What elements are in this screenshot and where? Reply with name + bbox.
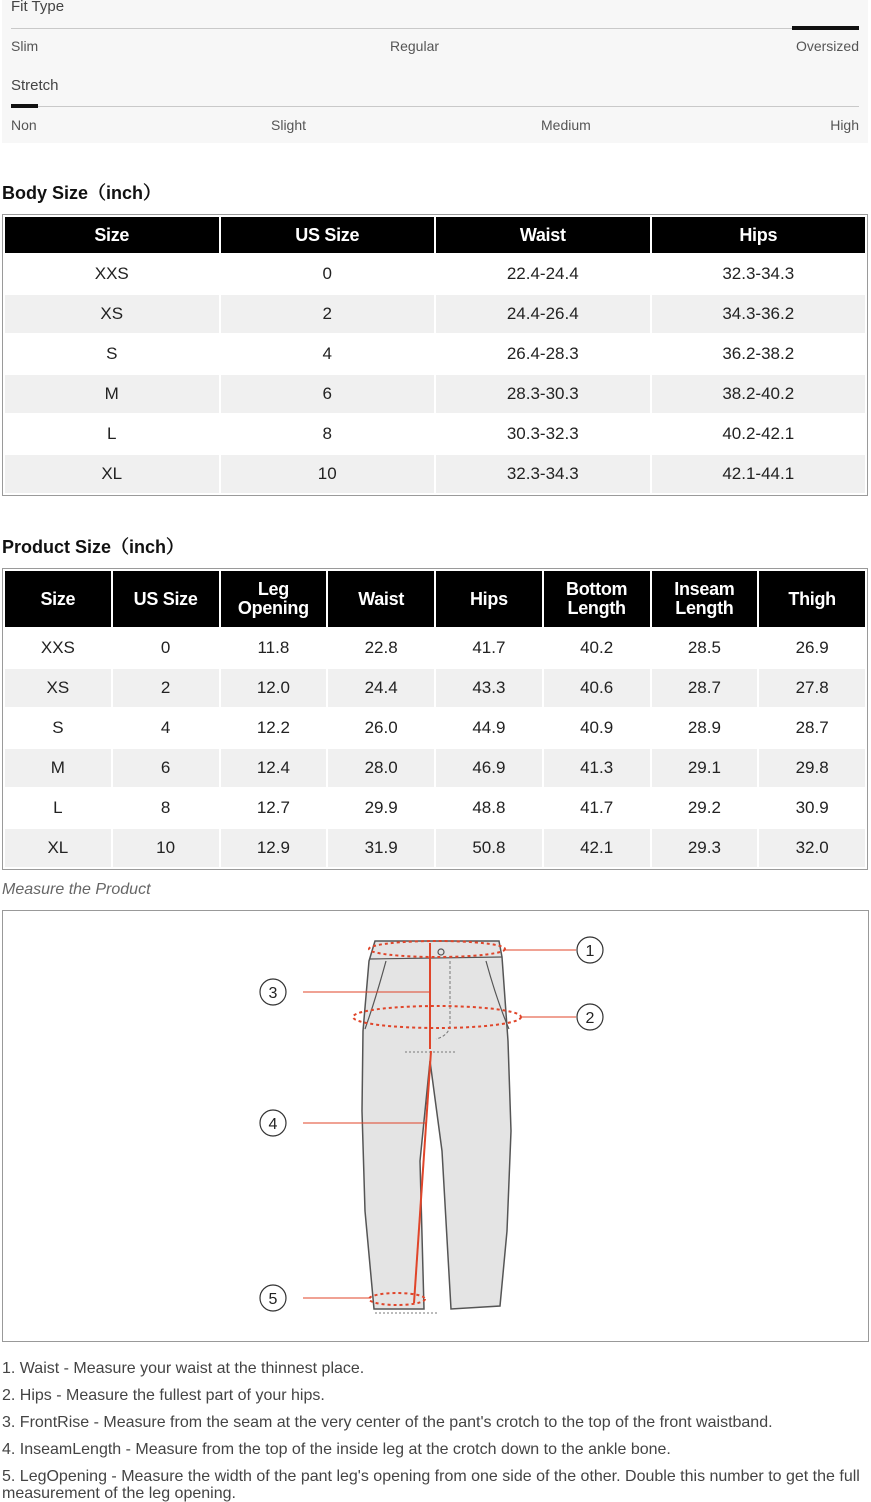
fit-type-label-slim: Slim bbox=[11, 38, 39, 54]
stretch-label-non: Non bbox=[11, 117, 37, 133]
stretch-marker bbox=[11, 104, 38, 108]
callout-3 bbox=[260, 979, 286, 1005]
table-cell: 41.7 bbox=[436, 629, 542, 667]
table-cell: 29.8 bbox=[759, 749, 865, 787]
table-cell: 38.2-40.2 bbox=[652, 375, 866, 413]
table-cell: 26.0 bbox=[328, 709, 434, 747]
table-cell: 29.2 bbox=[652, 789, 758, 827]
table-cell: 41.7 bbox=[544, 789, 650, 827]
note-inseam-length: 4. InseamLength - Measure from the top of the inside leg at the crotch down to the ankle bone. bbox=[2, 1441, 671, 1458]
column-header: Leg Opening bbox=[221, 571, 327, 627]
table-cell: 26.9 bbox=[759, 629, 865, 667]
table-cell: 28.3-30.3 bbox=[436, 375, 650, 413]
table-cell: 41.3 bbox=[544, 749, 650, 787]
fit-type-title: Fit Type bbox=[11, 0, 65, 15]
table-cell: XXS bbox=[5, 255, 219, 293]
table-cell: 6 bbox=[221, 375, 435, 413]
table-row bbox=[5, 669, 865, 707]
table-cell: 29.9 bbox=[328, 789, 434, 827]
body-size-title: Body Size（inch） bbox=[2, 183, 162, 203]
table-cell: 44.9 bbox=[436, 709, 542, 747]
table-cell: 22.8 bbox=[328, 629, 434, 667]
table-row bbox=[5, 629, 865, 667]
product-size-table bbox=[2, 568, 868, 870]
table-cell: 12.2 bbox=[221, 709, 327, 747]
note-front-rise: 3. FrontRise - Measure from the seam at the very center of the pant's crotch to the top of the front waistband. bbox=[2, 1414, 773, 1431]
callout-label: 2 bbox=[585, 1010, 595, 1027]
table-row bbox=[5, 335, 865, 373]
table-cell: 40.6 bbox=[544, 669, 650, 707]
body-size-table bbox=[2, 214, 868, 496]
table-cell: 28.5 bbox=[652, 629, 758, 667]
table-cell: XS bbox=[5, 669, 111, 707]
callout-4 bbox=[260, 1110, 286, 1136]
table-cell: L bbox=[5, 415, 219, 453]
stretch-label-high: High bbox=[830, 117, 859, 133]
column-header: US Size bbox=[113, 571, 219, 627]
table-cell: L bbox=[5, 789, 111, 827]
table-cell: 27.8 bbox=[759, 669, 865, 707]
table-cell: XL bbox=[5, 455, 219, 493]
table-cell: 4 bbox=[113, 709, 219, 747]
table-cell: 34.3-36.2 bbox=[652, 295, 866, 333]
table-row bbox=[5, 295, 865, 333]
table-cell: 2 bbox=[113, 669, 219, 707]
callout-label: 5 bbox=[268, 1291, 278, 1308]
column-header: Waist bbox=[328, 571, 434, 627]
table-cell: 10 bbox=[113, 829, 219, 867]
table-row bbox=[5, 829, 865, 867]
table-cell: 28.7 bbox=[652, 669, 758, 707]
table-cell: 32.3-34.3 bbox=[436, 455, 650, 493]
column-header: Thigh bbox=[759, 571, 865, 627]
fit-type-label-regular: Regular bbox=[390, 38, 440, 54]
table-cell: 29.1 bbox=[652, 749, 758, 787]
stretch-title: Stretch bbox=[11, 77, 59, 94]
table-row bbox=[5, 255, 865, 293]
table-cell: M bbox=[5, 749, 111, 787]
fit-stretch-panel bbox=[2, 0, 868, 143]
table-cell: 11.8 bbox=[221, 629, 327, 667]
table-cell: 32.3-34.3 bbox=[652, 255, 866, 293]
table-cell: 8 bbox=[221, 415, 435, 453]
table-cell: 24.4-26.4 bbox=[436, 295, 650, 333]
table-cell: 6 bbox=[113, 749, 219, 787]
table-cell: 12.0 bbox=[221, 669, 327, 707]
table-row bbox=[5, 415, 865, 453]
table-cell: 22.4-24.4 bbox=[436, 255, 650, 293]
fit-type-track bbox=[11, 28, 859, 29]
measure-notes bbox=[2, 1355, 862, 1502]
table-cell: 36.2-38.2 bbox=[652, 335, 866, 373]
table-row bbox=[5, 709, 865, 747]
table-row bbox=[5, 455, 865, 493]
table-cell: 43.3 bbox=[436, 669, 542, 707]
table-cell: 12.7 bbox=[221, 789, 327, 827]
pants-silhouette bbox=[362, 941, 511, 1309]
column-header: Size bbox=[5, 217, 219, 253]
column-header: Size bbox=[5, 571, 111, 627]
measure-diagram bbox=[2, 910, 869, 1342]
table-cell: 0 bbox=[221, 255, 435, 293]
column-header: Inseam Length bbox=[652, 571, 758, 627]
table-cell: 10 bbox=[221, 455, 435, 493]
note-hips: 2. Hips - Measure the fullest part of your hips. bbox=[2, 1387, 325, 1404]
table-cell: S bbox=[5, 335, 219, 373]
callout-2 bbox=[577, 1004, 603, 1030]
column-header: Waist bbox=[436, 217, 650, 253]
column-header: Hips bbox=[652, 217, 866, 253]
table-cell: 42.1 bbox=[544, 829, 650, 867]
callout-label: 4 bbox=[268, 1116, 278, 1133]
table-cell: 8 bbox=[113, 789, 219, 827]
pants-diagram bbox=[3, 911, 868, 1341]
table-cell: 28.9 bbox=[652, 709, 758, 747]
table-row bbox=[5, 749, 865, 787]
product-size-title: Product Size（inch） bbox=[2, 537, 185, 557]
table-cell: 26.4-28.3 bbox=[436, 335, 650, 373]
table-cell: M bbox=[5, 375, 219, 413]
table-cell: XL bbox=[5, 829, 111, 867]
table-cell: 30.3-32.3 bbox=[436, 415, 650, 453]
table-cell: 40.2-42.1 bbox=[652, 415, 866, 453]
table-cell: 4 bbox=[221, 335, 435, 373]
table-header-row bbox=[5, 217, 865, 253]
fit-type-marker bbox=[792, 26, 859, 30]
table-header-row bbox=[5, 571, 865, 627]
table-cell: 29.3 bbox=[652, 829, 758, 867]
table-cell: 31.9 bbox=[328, 829, 434, 867]
table-cell: S bbox=[5, 709, 111, 747]
table-cell: 28.7 bbox=[759, 709, 865, 747]
table-row bbox=[5, 375, 865, 413]
fit-type-label-oversized: Oversized bbox=[795, 38, 859, 54]
stretch-label-slight: Slight bbox=[271, 117, 307, 133]
note-leg-opening: 5. LegOpening - Measure the width of the pant leg's opening from one side of the other. Double this number to get the full measurement of the leg opening. bbox=[2, 1468, 860, 1502]
callout-label: 3 bbox=[268, 985, 278, 1002]
table-cell: 24.4 bbox=[328, 669, 434, 707]
stretch-label-medium: Medium bbox=[541, 117, 591, 133]
table-cell: 40.9 bbox=[544, 709, 650, 747]
callout-5 bbox=[260, 1285, 286, 1311]
column-header: US Size bbox=[221, 217, 435, 253]
table-cell: 40.2 bbox=[544, 629, 650, 667]
table-cell: XS bbox=[5, 295, 219, 333]
table-cell: 30.9 bbox=[759, 789, 865, 827]
table-cell: 48.8 bbox=[436, 789, 542, 827]
table-cell: 2 bbox=[221, 295, 435, 333]
table-cell: 32.0 bbox=[759, 829, 865, 867]
column-header: Bottom Length bbox=[544, 571, 650, 627]
table-cell: 12.9 bbox=[221, 829, 327, 867]
note-waist: 1. Waist - Measure your waist at the thinnest place. bbox=[2, 1360, 365, 1377]
column-header: Hips bbox=[436, 571, 542, 627]
table-cell: 28.0 bbox=[328, 749, 434, 787]
measure-caption: Measure the Product bbox=[2, 881, 151, 898]
table-cell: 42.1-44.1 bbox=[652, 455, 866, 493]
table-cell: 12.4 bbox=[221, 749, 327, 787]
table-cell: XXS bbox=[5, 629, 111, 667]
table-cell: 46.9 bbox=[436, 749, 542, 787]
table-cell: 50.8 bbox=[436, 829, 542, 867]
callout-label: 1 bbox=[585, 943, 595, 960]
callout-1 bbox=[577, 937, 603, 963]
table-cell: 0 bbox=[113, 629, 219, 667]
stretch-track bbox=[11, 106, 859, 107]
table-row bbox=[5, 789, 865, 827]
